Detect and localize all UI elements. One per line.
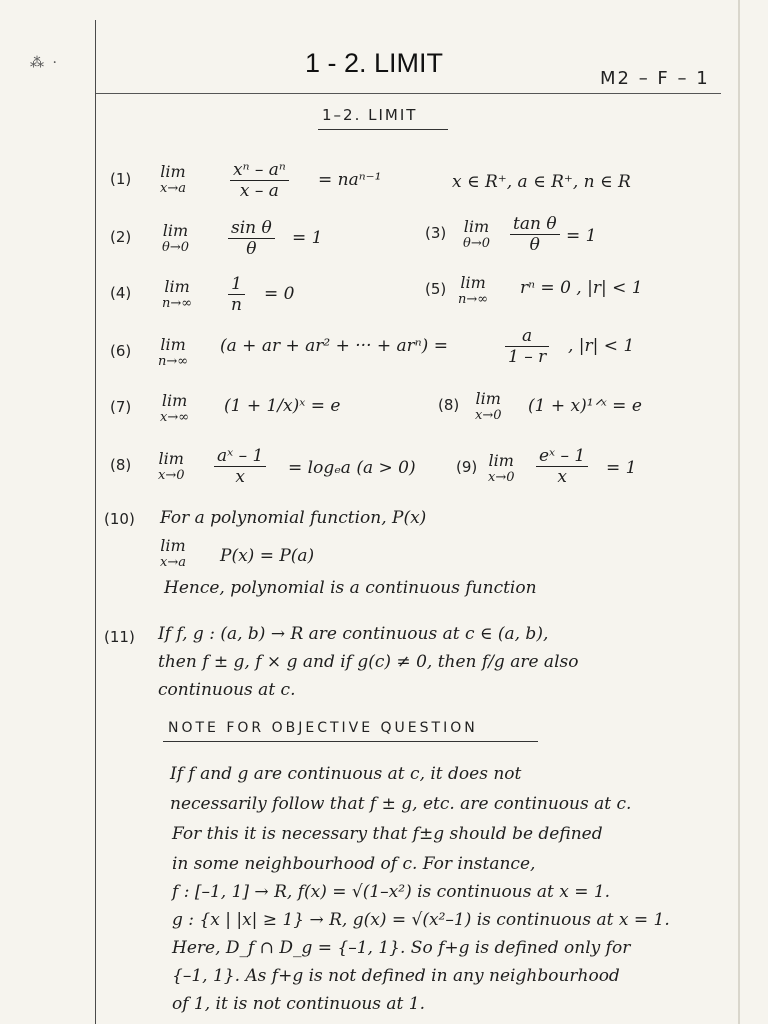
- note-heading: NOTE FOR OBJECTIVE QUESTION: [168, 720, 478, 736]
- formula-number-8b: (8): [110, 456, 132, 474]
- formula-1-rhs: = naⁿ⁻¹: [318, 170, 382, 190]
- formula-number-5: (5): [425, 280, 447, 298]
- formula-number-6: (6): [110, 342, 132, 360]
- margin-line: [95, 20, 96, 1024]
- formula-10-line-1: For a polynomial function, P(x): [160, 508, 427, 528]
- binding-marks: ⁂ ·: [30, 55, 59, 71]
- formula-7-expression: (1 + 1/x)ˣ = e: [224, 396, 341, 416]
- formula-9-rhs: = 1: [606, 458, 637, 478]
- formula-7-lim: lim x→∞: [160, 391, 190, 425]
- formula-9-fraction: $\frac{\text{eˣ – 1}}{x}$: [536, 446, 588, 487]
- formula-number-4: (4): [110, 284, 132, 302]
- note-line-9: of 1, it is not continuous at 1.: [172, 994, 425, 1014]
- formula-6-fraction: $\frac{a}{1 - r}$: [505, 326, 549, 367]
- formula-number-10: (10): [104, 510, 135, 528]
- formula-4-fraction: $\frac{1}{n}$: [228, 274, 245, 315]
- page-code: M2 – F – 1: [600, 68, 710, 89]
- note-line-7: Here, D_f ∩ D_g = {–1, 1}. So f+g is defined only for: [172, 938, 631, 958]
- formula-4-lim: lim n→∞: [162, 277, 193, 311]
- formula-2-fraction: $\frac{\text{sin θ}}{\theta}$: [228, 218, 275, 259]
- formula-number-1: (1): [110, 170, 132, 188]
- formula-6-expression: (a + ar + ar² + ··· + arⁿ) =: [220, 336, 448, 356]
- section-heading-underline: [318, 129, 448, 130]
- formula-10-line-2: P(x) = P(a): [220, 546, 315, 566]
- formula-number-9: (9): [456, 458, 478, 476]
- formula-3-fraction: $\frac{\text{tan θ}}{\theta}$: [510, 214, 560, 255]
- formula-6-lim: lim n→∞: [158, 335, 189, 369]
- note-line-6: g : {x | |x| ≥ 1} → R, g(x) = √(x²–1) is continuous at x = 1.: [172, 910, 670, 930]
- formula-1-condition: x ∈ R⁺, a ∈ R⁺, n ∈ R: [452, 172, 631, 192]
- formula-5-expression: rⁿ = 0 , |r| < 1: [520, 278, 643, 298]
- formula-9-lim: lim x→0: [488, 451, 515, 485]
- note-line-5: f : [–1, 1] → R, f(x) = √(1–x²) is continuous at x = 1.: [172, 882, 611, 902]
- formula-10-line-3: Hence, polynomial is a continuous function: [164, 578, 537, 598]
- formula-8a-lim: lim x→0: [475, 389, 502, 423]
- formula-3-lim: lim θ→0: [463, 217, 490, 251]
- page-edge: [738, 0, 740, 1024]
- note-line-4: in some neighbourhood of c. For instance,: [172, 854, 536, 874]
- formula-8b-fraction: $\frac{\text{aˣ – 1}}{x}$: [214, 446, 266, 487]
- formula-number-2: (2): [110, 228, 132, 246]
- formula-11-line-1: If f, g : (a, b) → R are continuous at c ∈ (a, b),: [158, 624, 549, 644]
- formula-8b-rhs: = logₑa (a > 0): [288, 458, 416, 478]
- formula-1-fraction: $\frac{\text{xⁿ – aⁿ}}{x - a}$: [230, 160, 289, 201]
- page-title: 1 - 2. LIMIT: [305, 48, 444, 78]
- formula-5-lim: lim n→∞: [458, 273, 489, 307]
- formula-4-rhs: = 0: [264, 284, 295, 304]
- formula-8b-lim: lim x→0: [158, 449, 185, 483]
- formula-1-lim: lim x→a: [160, 162, 186, 196]
- formula-8a-expression: (1 + x)¹ᐟˣ = e: [528, 396, 642, 416]
- formula-number-3: (3): [425, 224, 447, 242]
- note-line-1: If f and g are continuous at c, it does not: [170, 764, 522, 784]
- formula-6-condition: , |r| < 1: [568, 336, 635, 356]
- section-heading: 1–2. LIMIT: [322, 106, 418, 124]
- formula-10-lim: lim x→a: [160, 536, 186, 570]
- formula-number-8a: (8): [438, 396, 460, 414]
- note-line-8: {–1, 1}. As f+g is not defined in any neighbourhood: [172, 966, 620, 986]
- note-line-2: necessarily follow that f ± g, etc. are continuous at c.: [170, 794, 632, 814]
- formula-2-rhs: = 1: [292, 228, 323, 248]
- formula-11-line-3: continuous at c.: [158, 680, 296, 700]
- formula-11-line-2: then f ± g, f × g and if g(c) ≠ 0, then f/g are also: [158, 652, 579, 672]
- formula-number-7: (7): [110, 398, 132, 416]
- formula-3-rhs: = 1: [566, 226, 597, 246]
- formula-2-lim: lim θ→0: [162, 221, 189, 255]
- formula-number-11: (11): [104, 628, 135, 646]
- note-heading-underline: [163, 741, 538, 742]
- header-rule: [96, 93, 721, 94]
- note-line-3: For this it is necessary that f±g should be defined: [172, 824, 603, 844]
